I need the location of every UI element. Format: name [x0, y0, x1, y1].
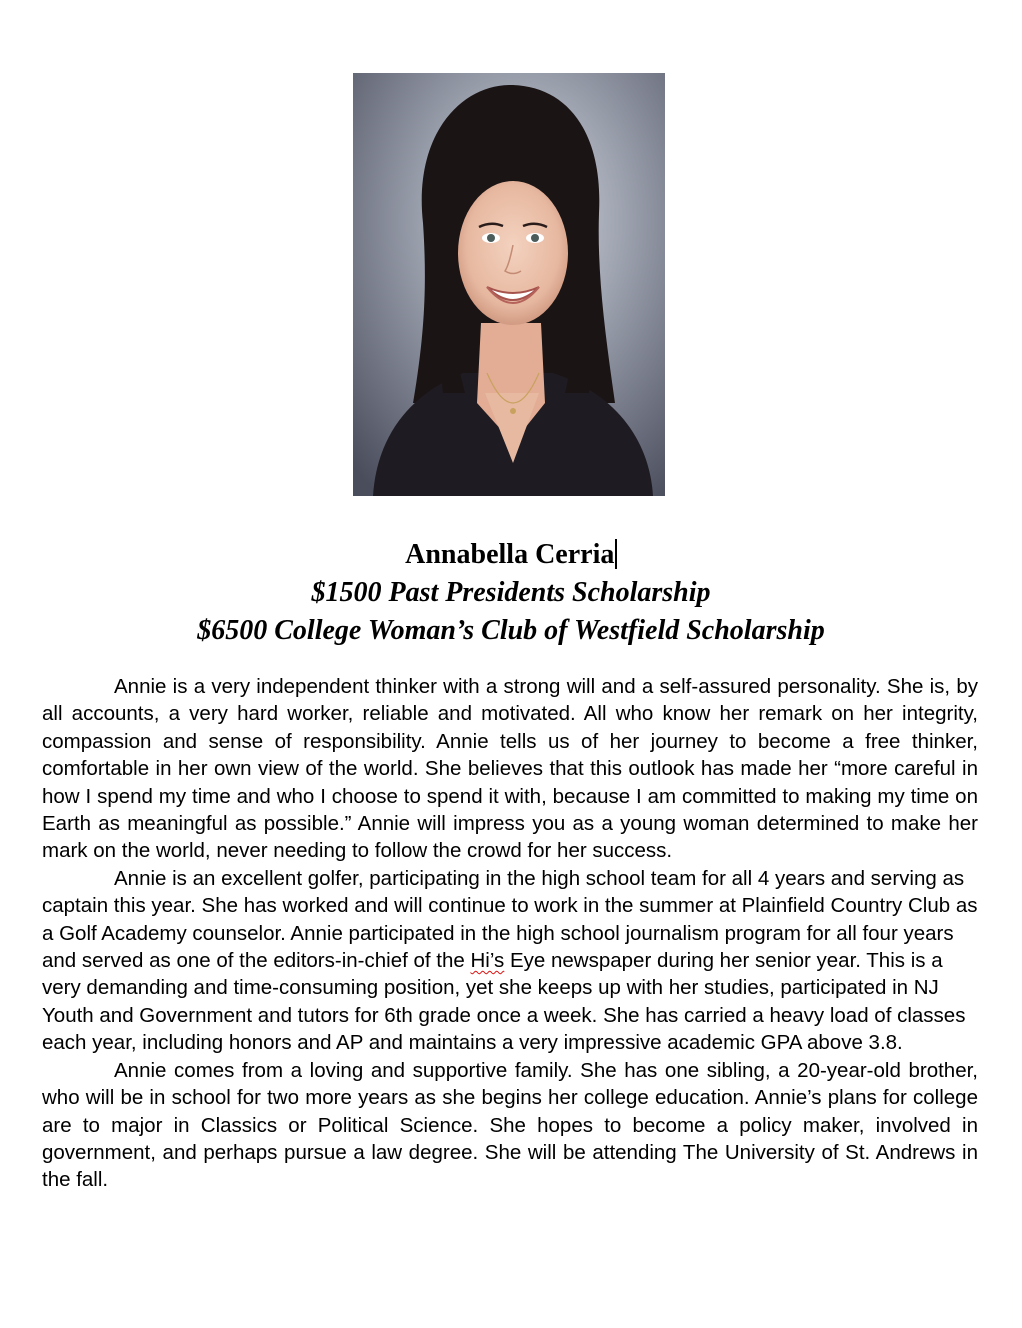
paragraph-2 — [42, 865, 978, 1057]
paragraph-2-text-a: Annie is an excellent golfer, participating in the high school team for all 4 years and serving as captain this year. She has worked and will continue to work in the summer at Plainfield Country Club as a Golf Academy counselor. Annie participated in the high school journalism program for all four years and served as one of the editors-in-chief of the — [42, 866, 978, 973]
text-cursor — [615, 539, 617, 569]
recipient-name-line[interactable] — [0, 536, 1022, 574]
paragraph-3: Annie comes from a loving and supportive family. She has one sibling, a 20-year-old brother, who will be in school for two more years as she begins her college education. Annie’s plans for college are to major in Classics or Political Science. She hopes to become a policy maker, involved in government, and perhaps pursue a law degree. She will be attending The University of St. Andrews in the fall. — [42, 1058, 978, 1192]
award-line-2: $6500 College Woman’s Club of Westfield Scholarship — [197, 615, 825, 646]
heading-block — [0, 536, 1022, 650]
paragraph-2-text-b: Eye newspaper during her senior year. This is a very demanding and time-consuming position, yet she keeps up with her studies, participated in NJ Youth and Government and tutors for 6th grade once a week. She has carried a heavy load of classes each year, including honors and AP and maintains a very impressive academic GPA above 3.8. — [42, 949, 966, 1055]
biography-text — [42, 673, 978, 1194]
paragraph-1: Annie is a very independent thinker with a strong will and a self-assured personality. She is, by all accounts, a very hard worker, reliable and motivated. All who know her remark on her integrity, compassion and sense of responsibility. Annie tells us of her journey to become a free thinker, comfortable in her own view of the world. She believes that this outlook has made her “more careful in how I spend my time and who I choose to spend it with, because I am committed to making my time on Earth as meaningful as possible.” Annie will impress you as a young woman determined to make her mark on the world, never needing to follow the crowd for her success. — [42, 675, 978, 863]
spellcheck-flagged-word[interactable]: Hi’s — [470, 949, 505, 973]
award-line-1: $1500 Past Presidents Scholarship — [311, 577, 711, 608]
recipient-name: Annabella Cerria — [405, 539, 615, 570]
portrait-photo — [353, 73, 665, 496]
